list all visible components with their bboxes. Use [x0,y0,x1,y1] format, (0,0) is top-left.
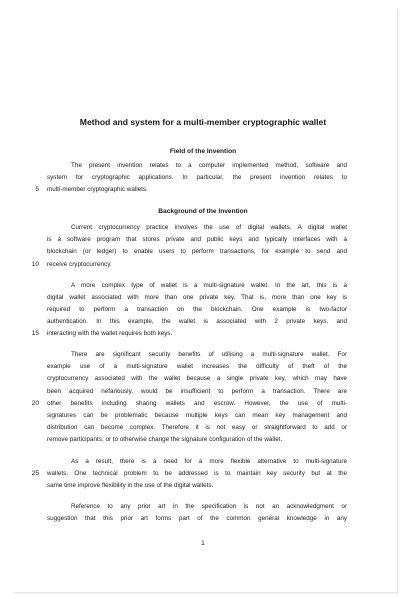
text-line: As a result, there is a need for a more flexible alternative to multi-signature [71,458,347,465]
line-number: 5 [35,186,39,193]
page-number: 1 [201,540,205,547]
text-line: required to perform a transaction on the blockchain. One example is two-factor [47,306,347,313]
text-line: There are significant security benefits of utilising a multi-signature wallet. For [71,351,347,358]
text-line: The present invention relates to a computer implemented method, software and [71,162,347,169]
text-line: signatures can be problematic because multiple keys can mean key management and [47,412,347,419]
line-number: 10 [31,261,39,268]
text-line: blockchain (or ledger) to enable users to perform transactions, for example to send and [47,248,347,255]
text-line: receive cryptocurrency. [47,261,112,268]
text-line: cryptocurrency associated with the wallet because a single private key, which may have [47,375,347,382]
text-line: authentication. In this example, the wallet is associated with 2 private keys, and [47,318,347,325]
text-line: suggestion that this prior art forms part of the common general knowledge in any [47,515,347,522]
text-line: interacting with the wallet requires both keys. [47,330,173,337]
line-number: 20 [31,400,39,407]
text-line: example use of a multi-signature wallet increases the difficulty of theft of the [47,363,347,370]
text-line: distribution can become complex. Therefore it is not easy or straightforward to add or [47,424,347,431]
text-line: other benefits including sharing wallets and escrow. However, the use of multi- [47,400,347,407]
text-line: remove participants, or to otherwise change the signature configuration of the wallet. [47,436,283,443]
text-line: is a software program that stores private and public keys and typically interfaces with a [47,236,347,243]
document-title: Method and system for a multi-member cryptographic wallet [79,117,327,127]
text-line: digital wallet associated with more than one private key. That is, more than one key is [47,294,347,301]
text-line: Reference to any prior art in the specification is not an acknowledgment or [71,503,347,510]
text-line: same time improve flexibility in the use of the digital wallets. [47,482,214,489]
heading-field-of-invention: Field of the Invention [169,148,237,155]
text-line: multi-member cryptographic wallets. [47,186,148,193]
heading-background-of-invention: Background of the Invention [158,208,248,215]
text-line: been acquired nefariously, would be insufficient to perform a transaction. There are [47,388,347,395]
line-number: 15 [31,330,39,337]
text-line: Current cryptocurrency practice involves the use of digital wallets. A digital wallet [71,224,347,231]
line-number: 25 [31,470,39,477]
text-line: A more complex type of wallet is a multi-signature wallet. In the art, this is a [71,282,347,289]
text-line: system for cryptographic applications. In particular, the present invention relates to [47,174,347,181]
text-line: wallets. One technical problem to be addressed is to maintain key security but at the [47,470,347,477]
